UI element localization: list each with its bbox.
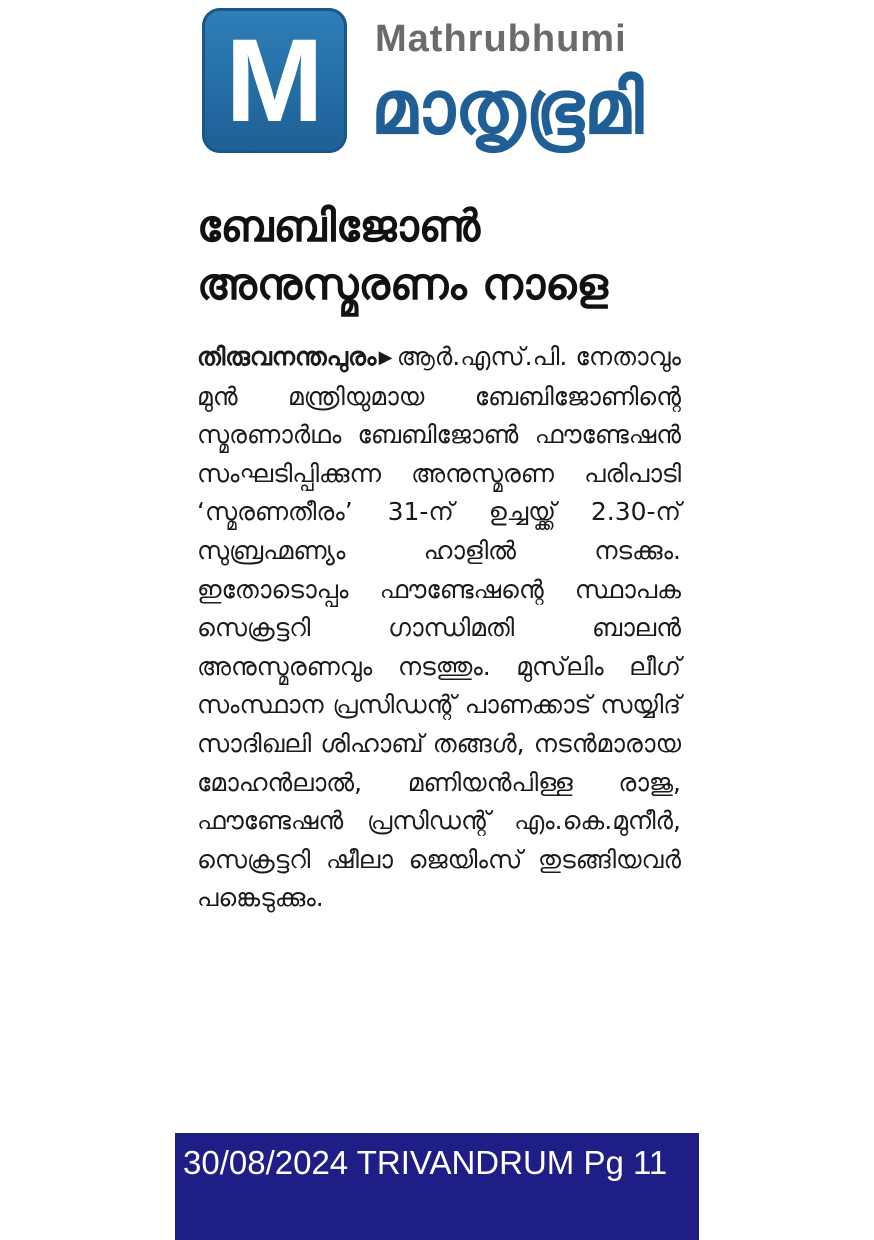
dateline-arrow-icon: ▶	[378, 347, 393, 368]
brand-name-english: Mathrubhumi	[375, 18, 627, 60]
brand-name-malayalam: മാതൃഭൂമി	[371, 65, 644, 151]
dateline: തിരുവനന്തപുരം	[197, 342, 377, 371]
source-line: 30/08/2024 TRIVANDRUM Pg 11	[183, 1144, 668, 1181]
news-clipping	[175, 0, 699, 1240]
article-body	[197, 338, 681, 918]
mathrubhumi-logo	[202, 8, 347, 153]
logo-letter: M	[225, 14, 324, 147]
article-headline: ബേബിജോൺ അനുസ്മരണം നാളെ	[197, 201, 608, 310]
article-body-text: ആർ.എസ്.പി. നേതാവും മുൻ മന്ത്രിയുമായ ബേബിജോണിന്റെ സ്മരണാർഥം ബേബിജോൺ ഫൗണ്ടേഷൻ സംഘടിപ്പിക്കുന്ന അനുസ്മരണ പരിപാടി ‘സ്മരണതീരം’ 31-ന് ഉച്ചയ്ക്ക് 2.30-ന് സുബ്രഹ്മണ്യം ഹാളിൽ നടക്കും. ഇതോടൊപ്പം ഫൗണ്ടേഷന്റെ സ്ഥാപക സെക്രട്ടറി ഗാന്ധിമതി ബാലൻ അനുസ്മരണവും നടത്തും. മുസ്‌ലിം ലീഗ് സംസ്ഥാന പ്രസിഡന്റ് പാണക്കാട് സയ്യിദ് സാദിഖലി ശിഹാബ് തങ്ങൾ, നടൻമാരായ മോഹൻലാൽ, മണിയൻപിള്ള രാജു, ഫൗണ്ടേഷൻ പ്രസിഡന്റ് എം.കെ.മുനീർ, സെക്രട്ടറി ഷീലാ ജെയിംസ് തുടങ്ങിയവർ പങ്കെടുക്കും.	[197, 342, 682, 913]
source-footer	[175, 1133, 699, 1240]
